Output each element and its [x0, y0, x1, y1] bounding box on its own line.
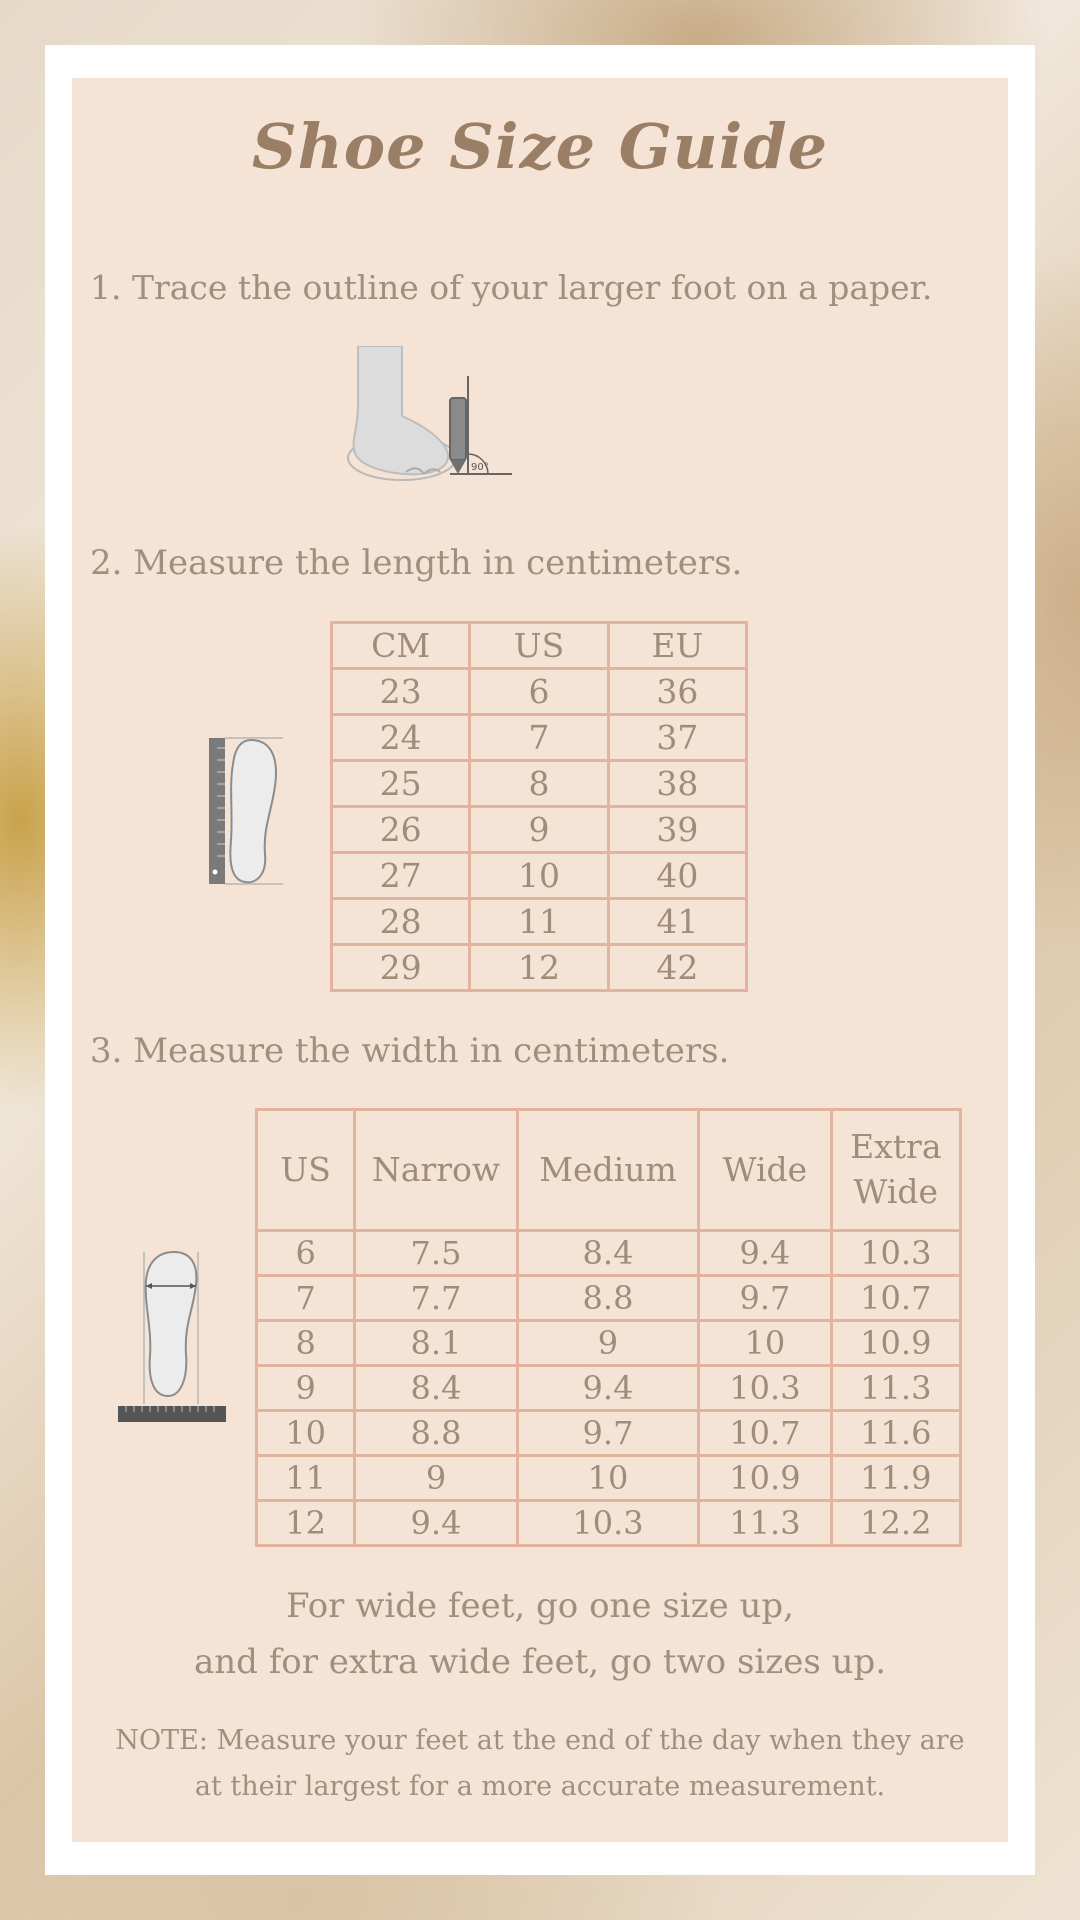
foot-width-ruler-icon — [118, 1248, 230, 1428]
table-row — [257, 1501, 961, 1546]
table-cell: 9 — [355, 1456, 517, 1501]
table-cell: 42 — [608, 945, 746, 991]
table-cell: 10.3 — [699, 1366, 831, 1411]
table-cell: 41 — [608, 899, 746, 945]
table-row — [332, 761, 747, 807]
step-trace-instruction: 1. Trace the outline of your larger foot on a paper. — [90, 268, 933, 307]
table-cell: 7.7 — [355, 1276, 517, 1321]
table-cell: 39 — [608, 807, 746, 853]
tip-line-1: For wide feet, go one size up, — [285, 1586, 794, 1626]
table-cell: 10 — [517, 1456, 699, 1501]
note-line-2: at their largest for a more accurate measurement. — [194, 1771, 886, 1802]
column-header: Extra Wide — [831, 1110, 960, 1231]
table-row — [332, 807, 747, 853]
table-header-row — [257, 1110, 961, 1231]
table-cell: 25 — [332, 761, 470, 807]
page-title: Shoe Size Guide — [251, 110, 829, 183]
table-cell: 8.8 — [517, 1276, 699, 1321]
table-header-row — [332, 623, 747, 669]
size-guide-card — [72, 78, 1008, 1842]
table-row — [332, 945, 747, 991]
table-cell: 6 — [470, 669, 608, 715]
table-cell: 10 — [470, 853, 608, 899]
column-header: Medium — [517, 1110, 699, 1231]
table-cell: 8 — [470, 761, 608, 807]
table-cell: 12 — [257, 1501, 355, 1546]
tip-line-2: and for extra wide feet, go two sizes up. — [193, 1642, 887, 1682]
table-cell: 27 — [332, 853, 470, 899]
column-header: Wide — [699, 1110, 831, 1231]
table-cell: 8.1 — [355, 1321, 517, 1366]
length-size-table — [330, 621, 748, 992]
angle-label: 90° — [471, 462, 489, 473]
table-cell: 40 — [608, 853, 746, 899]
foot-tracing-pencil-icon — [340, 346, 516, 502]
table-cell: 11.9 — [831, 1456, 960, 1501]
table-cell: 11.3 — [699, 1501, 831, 1546]
table-cell: 10.7 — [831, 1276, 960, 1321]
column-header: EU — [608, 623, 746, 669]
table-cell: 9 — [470, 807, 608, 853]
table-cell: 9.7 — [699, 1276, 831, 1321]
table-cell: 8.4 — [355, 1366, 517, 1411]
table-cell: 10 — [699, 1321, 831, 1366]
table-cell: 38 — [608, 761, 746, 807]
step-width-instruction: 3. Measure the width in centimeters. — [90, 1031, 730, 1071]
table-row — [257, 1231, 961, 1276]
table-cell: 10.3 — [831, 1231, 960, 1276]
table-cell: 11.3 — [831, 1366, 960, 1411]
table-row — [257, 1456, 961, 1501]
table-cell: 10.9 — [831, 1321, 960, 1366]
table-cell: 9 — [257, 1366, 355, 1411]
foot-length-ruler-icon — [205, 736, 285, 888]
column-header: US — [470, 623, 608, 669]
table-cell: 11 — [470, 899, 608, 945]
table-cell: 23 — [332, 669, 470, 715]
table-cell: 12 — [470, 945, 608, 991]
table-row — [332, 669, 747, 715]
table-cell: 9 — [517, 1321, 699, 1366]
table-cell: 8.8 — [355, 1411, 517, 1456]
table-row — [332, 899, 747, 945]
table-cell: 8 — [257, 1321, 355, 1366]
table-cell: 10.9 — [699, 1456, 831, 1501]
table-cell: 11 — [257, 1456, 355, 1501]
table-row — [257, 1321, 961, 1366]
step-length-instruction: 2. Measure the length in centimeters. — [90, 543, 743, 583]
wide-feet-tip — [72, 1578, 1008, 1690]
measurement-note — [72, 1718, 1008, 1810]
table-cell: 6 — [257, 1231, 355, 1276]
table-cell: 9.4 — [699, 1231, 831, 1276]
column-header: US — [257, 1110, 355, 1231]
table-cell: 10.3 — [517, 1501, 699, 1546]
table-cell: 11.6 — [831, 1411, 960, 1456]
table-cell: 7 — [257, 1276, 355, 1321]
table-cell: 12.2 — [831, 1501, 960, 1546]
width-size-table — [255, 1108, 962, 1547]
table-row — [257, 1366, 961, 1411]
table-cell: 26 — [332, 807, 470, 853]
table-cell: 7.5 — [355, 1231, 517, 1276]
table-cell: 28 — [332, 899, 470, 945]
table-cell: 9.7 — [517, 1411, 699, 1456]
table-cell: 9.4 — [517, 1366, 699, 1411]
table-cell: 7 — [470, 715, 608, 761]
table-cell: 10.7 — [699, 1411, 831, 1456]
note-line-1: NOTE: Measure your feet at the end of the day when they are — [115, 1725, 965, 1756]
table-cell: 29 — [332, 945, 470, 991]
table-cell: 9.4 — [355, 1501, 517, 1546]
column-header: CM — [332, 623, 470, 669]
table-cell: 10 — [257, 1411, 355, 1456]
table-row — [332, 715, 747, 761]
table-cell: 36 — [608, 669, 746, 715]
table-row — [257, 1276, 961, 1321]
table-cell: 37 — [608, 715, 746, 761]
table-row — [332, 853, 747, 899]
table-row — [257, 1411, 961, 1456]
table-cell: 8.4 — [517, 1231, 699, 1276]
table-cell: 24 — [332, 715, 470, 761]
column-header: Narrow — [355, 1110, 517, 1231]
